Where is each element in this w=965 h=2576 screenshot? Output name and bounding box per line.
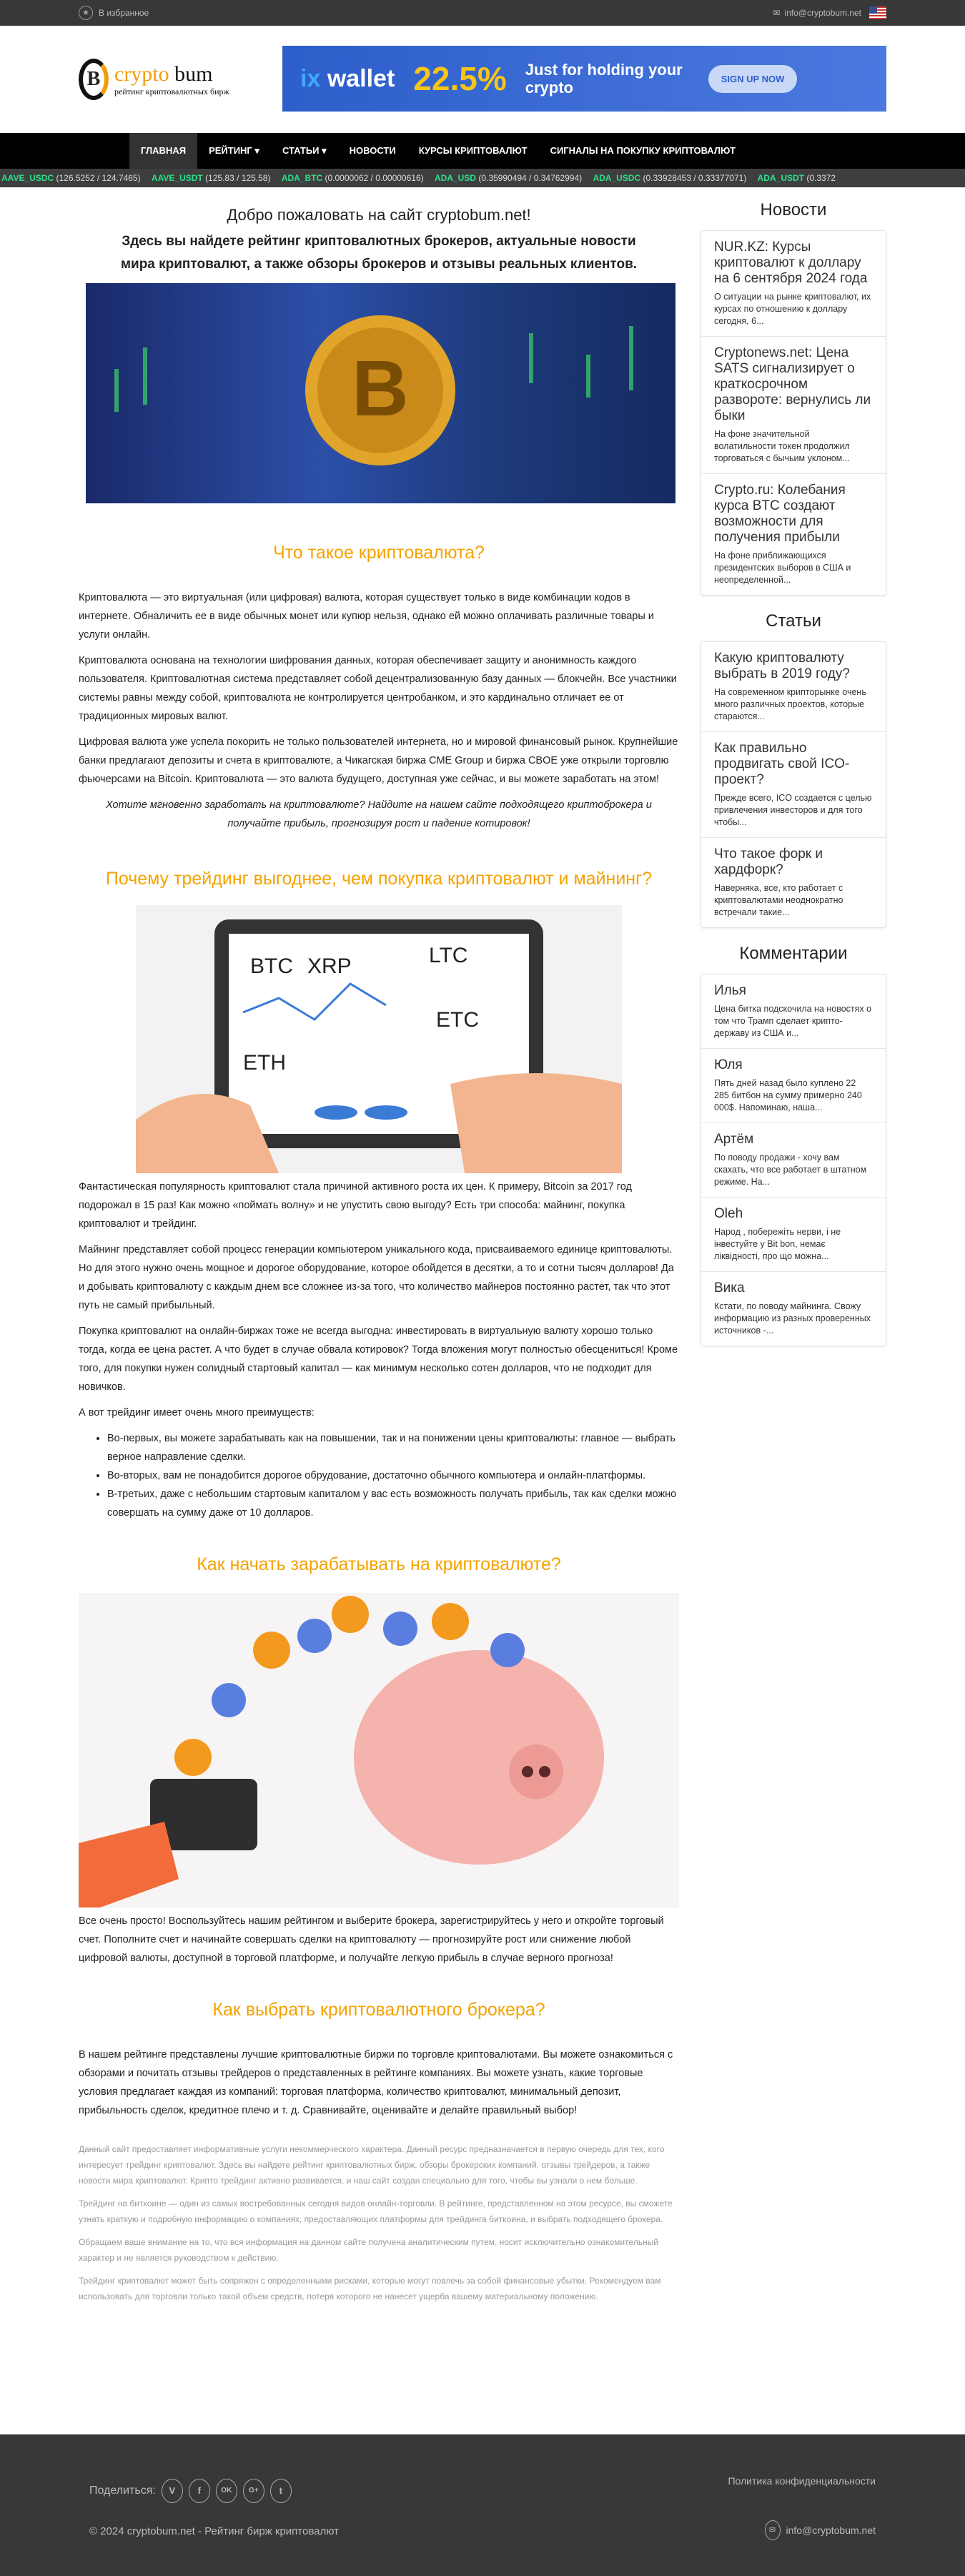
comment-author: Вика: [714, 1280, 745, 1296]
article-excerpt: На современном крипторынке очень много различных проектов, которые стараются...: [714, 687, 866, 721]
copyright: © 2024 cryptobum.net - Рейтинг бирж криптовалют: [89, 2525, 340, 2537]
disclaimer-paragraph: Данный сайт предоставляет информативные услуги некоммерческого характера. Данный ресурс предназначается в первую очередь для тех, кого интересует трейдинг криптовалют. Здесь вы найдете рейтинг криптовалютных бирж, обзоры брокерских компаний, отзывы трейдеров, а также новости мира криптовалют. Крипто трейдинг активно развивается, и наш сайт создан специально для того, чтобы вы узнали о нем больше.: [79, 2144, 665, 2186]
section-title-what-is-crypto: Что такое криптовалюта?: [273, 543, 485, 563]
top-bar: [0, 0, 965, 26]
envelope-icon: ✉: [773, 8, 781, 18]
article-item[interactable]: [701, 838, 886, 927]
welcome-subtitle: Здесь вы найдете рейтинг криптовалютных брокеров, актуальные новости мира криптовалют, а также обзоры брокеров и отзывы реальных клиентов.: [120, 234, 638, 272]
article-title[interactable]: Какую криптовалюту выбрать в 2019 году?: [714, 651, 850, 681]
main-content: [79, 206, 679, 2311]
ticker-pair: AAVE_USDT: [151, 173, 203, 183]
disclaimer-paragraph: Трейдинг криптовалют может быть сопряжен с определенными рисками, которые могут повлечь за собой финансовые убытки. Рекомендуем вам использовать для торговли только такой объем средств, потеря которого не нанесет ущерба вашему материальному положению.: [79, 2276, 661, 2301]
paragraph: А вот трейдинг имеет очень много преимуществ:: [79, 1407, 315, 1418]
cta-italic-text: Хотите мгновенно заработать на криптовалюте? Найдите на нашем сайте подходящего криптоброкера и получайте прибыль, прогнозируя рост и падение котировок!: [106, 799, 652, 829]
paragraph: Майнинг представляет собой процесс генерации компьютером уникального кода, присваиваемого единице криптовалюты. Но для этого нужно очень мощное и дорогое оборудование, которое обойдется в десятки, а то и сотни тысяч долларов! Да и добывать криптовалюту с каждым днем все сложнее из-за того, что количество майнеров постоянно растет, так что этот путь не самый прибыльный.: [79, 1244, 674, 1311]
tablet-label-btc: BTC: [250, 954, 293, 978]
main-nav: [0, 133, 965, 169]
news-title[interactable]: NUR.KZ: Курсы криптовалют к доллару на 6 сентября 2024 года: [714, 240, 868, 286]
comment-item[interactable]: [701, 1123, 886, 1198]
disclaimer-paragraph: Обращаем ваше внимание на то, что вся информация на данном сайте получена аналитическим путем, носит исключительно ознакомительный характер и не является руководством к действию.: [79, 2237, 658, 2263]
banner-brand: wallet: [327, 64, 395, 92]
comment-author: Юля: [714, 1057, 743, 1072]
ticker-pair: ADA_USDT: [757, 173, 804, 183]
sidebar-articles-title: Статьи: [766, 611, 821, 631]
comment-item[interactable]: [701, 1198, 886, 1272]
ticker-pair: ADA_USDC: [593, 173, 641, 183]
paragraph: Криптовалюта основана на технологии шифрования данных, которая обеспечивает защиту и анонимность каждого пользователя. Криптовалютная система представляет собой децентрализованную базу данных — блокчейн. Все участники системы равны между собой, криптовалюта не контролируется центробанком, и это кардинально отличает ее от традиционных мировых валют.: [79, 655, 677, 722]
welcome-title: Добро пожаловать на сайт cryptobum.net!: [227, 206, 531, 224]
comment-text: Цена битка подскочила на новостях о том что Трамп сделает крипто- державу из США и...: [714, 1004, 872, 1038]
bitcoin-logo-icon: B: [79, 59, 109, 100]
bitcoin-coin-illustration: [86, 283, 676, 503]
banner-brand-x: ix: [300, 64, 321, 92]
news-excerpt: О ситуации на рынке криптовалют, их курсах по отношению к доллару сегодня, 6...: [714, 292, 871, 326]
tablet-label-xrp: XRP: [307, 954, 352, 978]
article-title[interactable]: Как правильно продвигать свой ICO-проект?: [714, 741, 850, 787]
site-logo[interactable]: [79, 59, 229, 100]
sidebar: [701, 200, 886, 1346]
article-title[interactable]: Что такое форк и хардфорк?: [714, 847, 823, 877]
comment-text: Кстати, по поводу майнинга. Свожу информацию из разных проверенных источников -...: [714, 1301, 871, 1336]
article-item[interactable]: [701, 732, 886, 838]
section-title-choose-broker: Как выбрать криптовалютного брокера?: [212, 2000, 545, 2020]
nav-signals[interactable]: СИГНАЛЫ НА ПОКУПКУ КРИПТОВАЛЮТ: [550, 145, 736, 156]
vimeo-icon[interactable]: V: [162, 2479, 183, 2503]
google-plus-icon[interactable]: G+: [243, 2479, 264, 2503]
article-excerpt: Прежде всего, ICO создается с целью привлечения инвесторов и для того чтобы...: [714, 793, 872, 827]
ad-banner[interactable]: [282, 46, 886, 112]
news-item[interactable]: [701, 337, 886, 474]
us-flag-icon[interactable]: [869, 6, 886, 19]
header: [0, 26, 965, 133]
banner-text: Just for holding your crypto: [525, 60, 683, 97]
sidebar-comments-title: Комментарии: [739, 944, 848, 963]
nav-home[interactable]: ГЛАВНАЯ: [129, 133, 197, 169]
news-list: [701, 230, 886, 596]
section-title-why-trading: Почему трейдинг выгоднее, чем покупка криптовалют и майнинг?: [105, 869, 653, 889]
list-item: • Во-первых, вы можете зарабатывать как на повышении, так и на понижении цены криптовалюты: главное — выбрать верное направление сделки.: [107, 1429, 679, 1466]
ticker-pair: ADA_BTC: [281, 173, 323, 183]
disclaimer: [79, 2141, 679, 2304]
ticker-value: (0.35990494 / 0.34762994): [478, 173, 583, 183]
logo-tagline: рейтинг криптовалютных бирж: [114, 86, 229, 97]
paragraph: Фантастическая популярность криптовалют стала причиной активного роста их цен. К примеру, Bitcoin за 2017 год подорожал в 15 раз! Как можно «поймать волну» и не упустить свою выгоду? Есть три способа: майнинг, покупка криптовалют и трейдинг.: [79, 1181, 632, 1230]
comment-text: По поводу продажи - хочу вам скахать, что все работает в штатном режиме. На...: [714, 1153, 867, 1187]
share-label: Поделиться:: [89, 2484, 156, 2497]
comment-item[interactable]: [701, 1049, 886, 1123]
sidebar-news-title: Новости: [760, 200, 827, 219]
hero-bitcoin-image: [86, 283, 676, 503]
ticker-pair: AAVE_USDC: [1, 173, 54, 183]
footer-email-label: info@cryptobum.net: [786, 2525, 876, 2536]
logo-word-bum: bum: [174, 61, 213, 86]
news-excerpt: На фоне значительной волатильности токен продолжил торговаться с бычьим уклоном...: [714, 429, 850, 463]
ticker-value: (0.3372: [806, 173, 836, 183]
footer-email-link[interactable]: [765, 2520, 876, 2540]
ticker-pair: ADA_USD: [434, 173, 476, 183]
comment-author: Oleh: [714, 1206, 743, 1221]
privacy-policy-link[interactable]: Политика конфиденциальности: [728, 2475, 876, 2487]
email-label: info@cryptobum.net: [784, 8, 861, 18]
comment-author: Илья: [714, 983, 746, 998]
nav-rating[interactable]: РЕЙТИНГ ▾: [209, 145, 259, 156]
svg-text:B: B: [352, 345, 409, 433]
disclaimer-paragraph: Трейдинг на биткоине — один из самых востребованных сегодня видов онлайн-торговли. В рейтинге, представленном на этом ресурсе, вы сможете узнать краткую и подробную информацию о компаниях, предоставляющих платформы для трейдинга биткоина, и выбрать подходящего брокера.: [79, 2199, 673, 2224]
logo-word-crypto: crypto: [114, 61, 169, 86]
comments-list: [701, 974, 886, 1346]
tablet-label-ltc: LTC: [429, 944, 468, 967]
section-title-how-to-start: Как начать зарабатывать на криптовалюте?: [197, 1554, 561, 1574]
tablet-label-etc: ETC: [436, 1008, 479, 1032]
banner-signup-button[interactable]: SIGN UP NOW: [708, 65, 798, 93]
star-icon: ★: [79, 6, 93, 20]
facebook-icon[interactable]: f: [189, 2479, 210, 2503]
news-title[interactable]: Cryptonews.net: Цена SATS сигнализирует о краткосрочном развороте: вернулись ли быки: [714, 345, 871, 423]
ticker-value: (126.5252 / 124.7465): [56, 173, 141, 183]
articles-list: [701, 641, 886, 928]
twitter-icon[interactable]: t: [270, 2479, 292, 2503]
nav-articles[interactable]: СТАТЬИ ▾: [282, 145, 327, 156]
list-item: • В-третьих, даже с небольшим стартовым капиталом у вас есть возможность получать прибыль, так как сделки можно совершать на сумму даже от 10 долларов.: [107, 1485, 679, 1522]
ticker-value: (0.0000062 / 0.00000616): [325, 173, 424, 183]
news-item[interactable]: [701, 474, 886, 595]
comment-item[interactable]: [701, 974, 886, 1049]
paragraph: Цифровая валюта уже успела покорить не только пользователей интернета, но и мировой финансовый рынок. Крупнейшие банки предлагают депозиты и счета в криптовалюте, а Чикагская биржа CME Group и биржа CBOE уже открыли торговлю фьючерсами на Bitcoin. Криптовалюта — это валюта будущего, доступная уже сейчас, и вы можете заработать на этом!: [79, 736, 678, 785]
trading-tablet-image: [136, 905, 622, 1173]
tablet-label-eth: ETH: [243, 1051, 286, 1075]
nav-news[interactable]: НОВОСТИ: [349, 145, 396, 156]
nav-rates[interactable]: КУРСЫ КРИПТОВАЛЮТ: [418, 145, 528, 156]
banner-percent: 22.5%: [413, 60, 507, 97]
paragraph: В нашем рейтинге представлены лучшие криптовалютные биржи по торговле криптовалютами. Вы можете ознакомиться с обзорами и почитать отзывы трейдеров о представленных в рейтинге компаниях. Вы можете узнать, какие торговые условия предлагает каждая из компаний: торговая платформа, количество криптовалют, минимальный депозит, прибыльность сделок, кредитное плечо и т. д. Сравнивайте, оценивайте и делайте правильный выбор!: [79, 2049, 673, 2116]
odnoklassniki-icon[interactable]: OK: [216, 2479, 237, 2503]
share-bar: [89, 2479, 292, 2503]
news-item[interactable]: [701, 231, 886, 337]
price-ticker: [0, 169, 965, 187]
news-title[interactable]: Crypto.ru: Колебания курса BTC создают возможности для получения прибыли: [714, 483, 846, 545]
favorites-label: В избранное: [99, 8, 149, 18]
paragraph: Все очень просто! Воспользуйтесь нашим рейтингом и выберите брокера, зарегистрируйтесь у него и откройте торговый счет. Пополните счет и начинайте совершать сделки на криптовалюту — прогнозируйте рост или снижение любой цифровой валюты, доступной в торговой платформе, и получайте легкую прибыль в случае верного прогноза!: [79, 1915, 664, 1964]
list-item: • Во-вторых, вам не понадобится дорогое обрудование, достаточно обычного компьютера и онлайн-платформы.: [107, 1466, 679, 1485]
add-favorites-link[interactable]: [79, 6, 149, 20]
envelope-icon: ✉: [765, 2520, 781, 2540]
comment-text: Народ , побережіть нерви, і не інвестуйте у Bit bon, немає ліквідності, про що можна...: [714, 1227, 841, 1261]
ticker-value: (125.83 / 125.58): [205, 173, 271, 183]
footer: [0, 2434, 965, 2576]
ticker-value: (0.33928453 / 0.33377071): [643, 173, 747, 183]
article-item[interactable]: [701, 642, 886, 732]
article-excerpt: Наверняка, все, кто работает с криптовалютами неоднократно встречали такие...: [714, 883, 843, 917]
comment-item[interactable]: [701, 1272, 886, 1346]
paragraph: Покупка криптовалют на онлайн-биржах тоже не всегда выгодна: инвестировать в виртуальную валюту хорошо только тогда, когда ее цена растет. А что будет в случае обвала котировок? Тогда вложения могут полностью обесцениться! Кроме того, для покупки нужен солидный стартовый капитал — как минимум несколько сотен долларов, что не подходит для новичков.: [79, 1326, 678, 1393]
news-excerpt: На фоне приближающихся президентских выборов в США и неопределенной...: [714, 551, 851, 585]
top-email-link[interactable]: [773, 8, 861, 18]
comment-author: Артём: [714, 1132, 754, 1147]
comment-text: Пять дней назад было куплено 22 285 битбон на сумму примерно 240 000$. Напоминаю, наша...: [714, 1078, 862, 1112]
paragraph: Криптовалюта — это виртуальная (или цифровая) валюта, которая существует только в виде комбинации кодов в интернете. Обналичить ее в виде обычных монет или купюр нельзя, однако ей можно оплачивать различные товары и услуги онлайн.: [79, 592, 654, 641]
piggy-bank-image: [79, 1593, 679, 1908]
